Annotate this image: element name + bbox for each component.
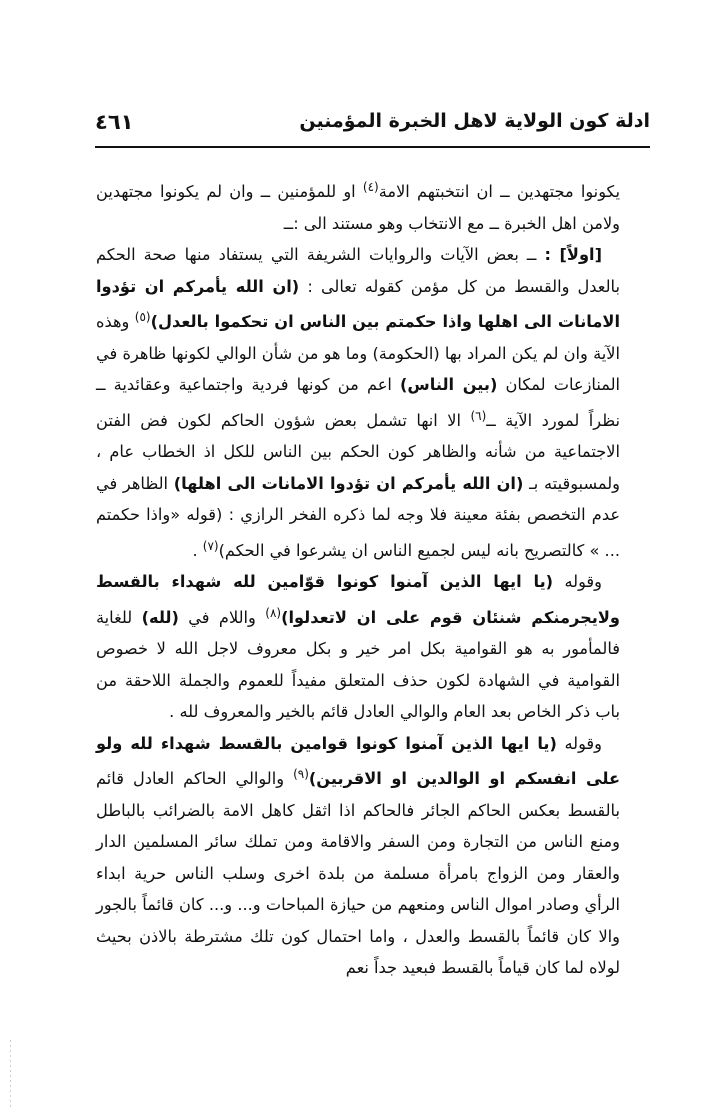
quran-quote: (ان الله يأمركم ان تؤدوا الامانات الى اهلها واذا حكمتم بين الناس ان تحكموا بالعدل) [96, 276, 620, 331]
text-run: او للمؤمنين ــ وان لم يكونوا مجتهدين ولامن اهل الخبرة ــ مع الانتخاب وهو مستند الى :ــ [96, 182, 620, 233]
footnote-marker: (٧) [202, 538, 219, 553]
footnote-marker: (٦) [470, 408, 487, 423]
text-run: ــ بعض الآيات والروايات الشريفة التي يستفاد منها صحة الحكم بالعدل والقسط من كل مؤمن كقوله تعالى : [96, 245, 620, 296]
footnote-marker: (٩) [293, 767, 309, 781]
footnote-marker: (٨) [265, 605, 282, 620]
text-run: . [192, 540, 203, 560]
quran-quote: (يا ايها الذين آمنوا كونوا قوّامين لله شهداء بالقسط ولايجرمنكم شنئان قوم على ان لاتعدلوا) [96, 572, 620, 627]
paragraph-3 [96, 566, 620, 728]
running-header [95, 104, 650, 144]
header-divider [95, 146, 650, 148]
quran-quote: (لله) [141, 607, 179, 627]
paragraph-4 [96, 728, 620, 984]
paragraph-2 [96, 239, 620, 566]
text-run: واللام في [178, 607, 266, 627]
text-run: والوالي الحاكم العادل قائم بالقسط بعكس الحاكم الجائر فالحاكم اذا اثقل كاهل الامة بالضرائب بالباطل ومنع الناس من التجارة ومن السفر والاقامة ومن تملك سائر المسلمين الدار والعقار ومن الزواج بامرأة مسلمة من بلدة اخرى وسلب الناس حرية ابداء الرأي وصادر اموال الناس ومنعهم من حيازة المباحات و... و... كان قائماً بالجور والا كان قائماً بالقسط والعدل ، واما احتمال كون تلك مشترطة بالاذن بحيث لولاه لما كان قياماً بالقسط فبعيد جداً نعم [96, 769, 620, 977]
page-number: ٤٦١ [95, 110, 134, 134]
text-run: يكونوا مجتهدين ــ ان انتخبتهم الامة [378, 182, 620, 201]
text-run: وهذه الآية وان لم يكن المراد بها (الحكومة) وما هو من شأن الوالي لكونها ظاهرة في المنازعات لمكان [96, 312, 621, 394]
quran-quote: (بين الناس) [400, 375, 498, 394]
scan-edge-marks [10, 1040, 11, 1110]
text-run: الا انها تشمل بعض شؤون الحاكم لكون فض الفتن الاجتماعية من شأنه والظاهر كون الحكم بين الناس للكل اذ الخطاب عام ، ولمسبوقيته بـ [96, 410, 620, 493]
text-run: اعم من كونها فردية واجتماعية وعقائدية ــ نظراً لمورد الآية ــ [96, 375, 620, 430]
running-title: ادلة كون الولاية لاهل الخبرة المؤمنين [299, 110, 650, 132]
text-run: وقوله [553, 572, 602, 591]
body-text [96, 172, 620, 984]
text-run: وقوله [556, 733, 602, 753]
quran-quote: (ان الله يأمركم ان تؤدوا الامانات الى اهلها) [173, 473, 524, 493]
text-run: للغاية فالمأمور به هو القوامية بكل امر خير و بكل معروف لاجل الله لا خصوص القوامية في الشهادة لكون حذف المتعلق مفيداً للعموم والجملة اللاحقة من باب ذكر الخاص بعد العام والوالي العادل قائم بالخير والمعروف لله . [96, 607, 620, 721]
paragraph-1 [96, 172, 620, 239]
quran-quote: (يا ايها الذين آمنوا كونوا قوامين بالقسط شهداء لله ولو على انفسكم او الوالدين او الاقربين) [96, 733, 620, 788]
footnote-marker: (٤) [362, 180, 379, 194]
text-run: الظاهر في عدم التخصص بفئة معينة فلا وجه لما ذكره الفخر الرازي : (قوله «واذا حكمتم ... » كالتصريح بانه ليس لجميع الناس ان يشرعوا في الحكم) [96, 473, 620, 560]
section-label: [اولاً] : [544, 245, 602, 264]
footnote-marker: (٥) [134, 310, 151, 324]
